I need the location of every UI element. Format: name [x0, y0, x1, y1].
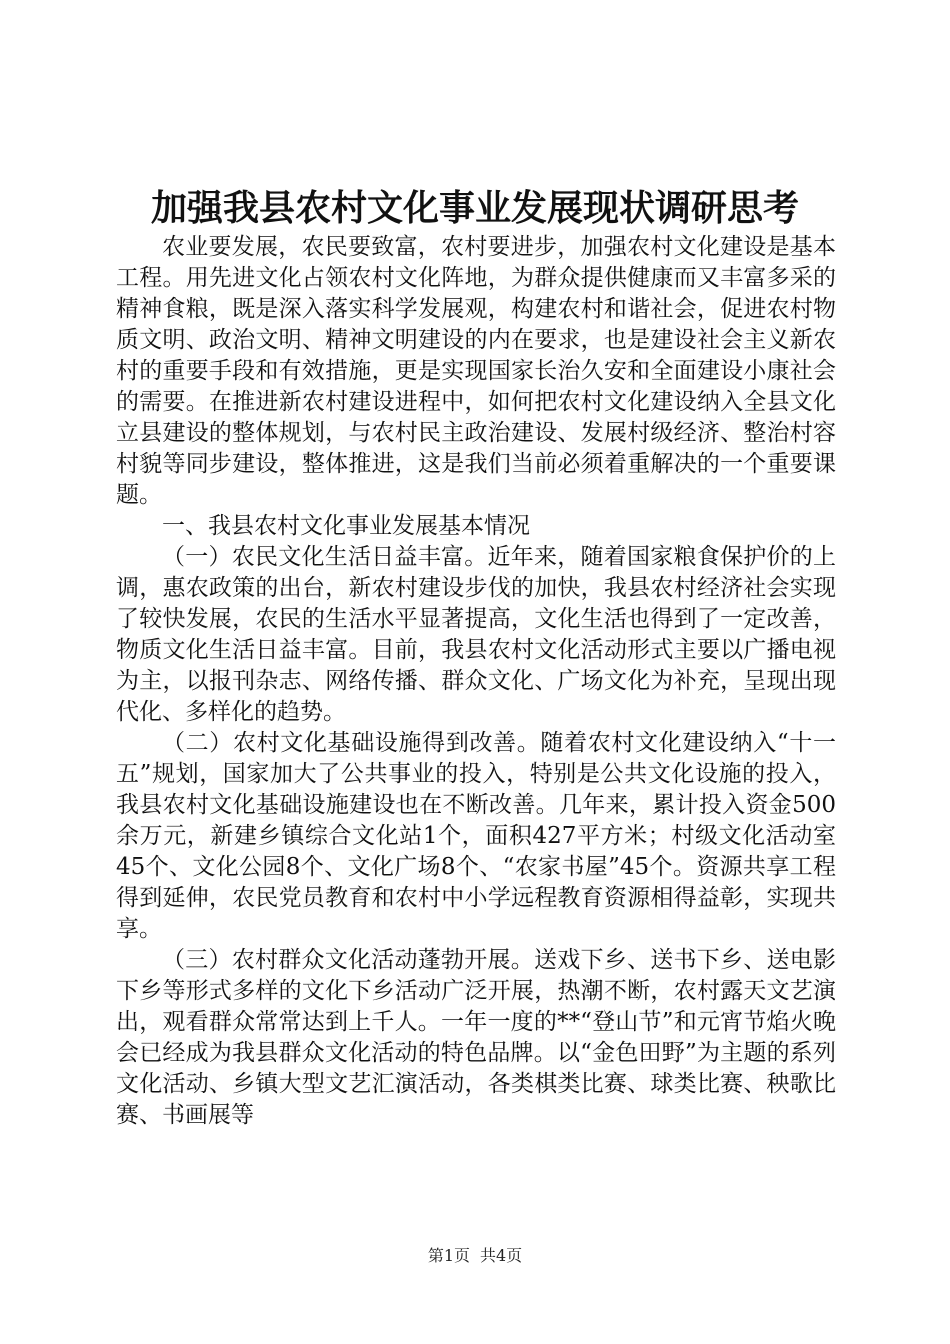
page-number: 第1页 — [427, 1246, 470, 1265]
document-body — [116, 232, 836, 1131]
page-total: 共4页 — [480, 1246, 523, 1265]
paragraph-3: （三）农村群众文化活动蓬勃开展。送戏下乡、送书下乡、送电影下乡等形式多样的文化下乡活动广泛开展，热潮不断，农村露天文艺演出，观看群众常常达到上千人。一年一度的**“登山节”和元宵节焰火晚会已经成为我县群众文化活动的特色品牌。以“金色田野”为主题的系列文化活动、乡镇大型文艺汇演活动，各类棋类比赛、球类比赛、秧歌比赛、书画展等 — [116, 947, 836, 1128]
section-heading-1: 一、我县农村文化事业发展基本情况 — [162, 513, 530, 539]
paragraph-2: （二）农村文化基础设施得到改善。随着农村文化建设纳入“十一五”规划，国家加大了公共事业的投入，特别是公共文化设施的投入，我县农村文化基础设施建设也在不断改善。几年来，累计投入资金500余万元，新建乡镇综合文化站1个，面积427平方米；村级文化活动室45个、文化公园8个、文化广场8个、“农家书屋”45个。资源共享工程得到延伸，农民党员教育和农村中小学远程教育资源相得益彰，实现共享。 — [116, 730, 836, 942]
page-footer — [0, 1244, 950, 1268]
paragraph-1: （一）农民文化生活日益丰富。近年来，随着国家粮食保护价的上调，惠农政策的出台，新农村建设步伐的加快，我县农村经济社会实现了较快发展，农民的生活水平显著提高，文化生活也得到了一定改善，物质文化生活日益丰富。目前，我县农村文化活动形式主要以广播电视为主，以报刊杂志、网络传播、群众文化、广场文化为补充，呈现出现代化、多样化的趋势。 — [116, 544, 836, 725]
paragraph-intro: 农业要发展，农民要致富，农村要进步，加强农村文化建设是基本工程。用先进文化占领农村文化阵地，为群众提供健康而又丰富多采的精神食粮，既是深入落实科学发展观，构建农村和谐社会，促进农村物质文明、政治文明、精神文明建设的内在要求，也是建设社会主义新农村的重要手段和有效措施，更是实现国家长治久安和全面建设小康社会的需要。在推进新农村建设进程中，如何把农村文化建设纳入全县文化立县建设的整体规划，与农村民主政治建设、发展村级经济、整治村容村貌等同步建设，整体推进，这是我们当前必须着重解决的一个重要课题。 — [116, 234, 836, 508]
document-title: 加强我县农村文化事业发展现状调研思考 — [150, 187, 799, 229]
